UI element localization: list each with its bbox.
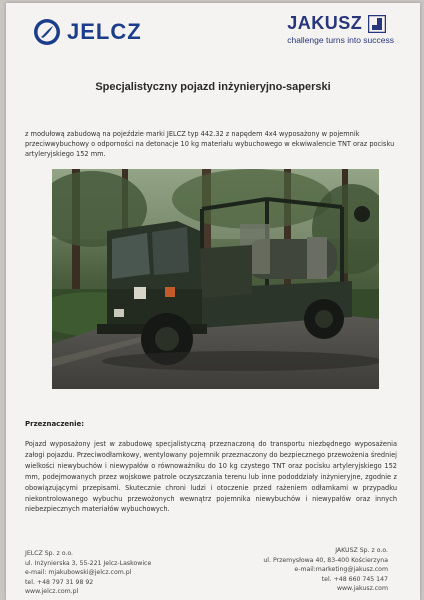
jelcz-logo xyxy=(32,17,142,47)
footer-jelcz-email: e-mail: mjakubowski@jelcz.com.pl xyxy=(25,569,132,577)
jakusz-logo-text: JAKUSZ xyxy=(287,13,363,33)
jakusz-logo-mark-icon xyxy=(368,15,386,33)
footer-jakusz-email: e-mail:marketing@jakusz.com xyxy=(294,566,388,574)
truck-photo xyxy=(52,169,379,389)
footer-jelcz-company: JELCZ Sp. z o.o. xyxy=(25,550,73,557)
footer-jelcz-phone: tel. +48 797 31 98 92 xyxy=(25,578,94,586)
jakusz-logo xyxy=(287,13,394,45)
page-title: Specjalistyczny pojazd inżynieryjno-saperski xyxy=(95,81,331,93)
intro-paragraph: z modułową zabudową na pojeździe marki JELCZ typ 442.32 z napędem 4x4 wyposażony w pojemnik przeciwwybuchowy o odporności na detonacje 10 kg materiału wybuchowego w ekwiwalencie TNT oraz pocisku artyleryjskiego 152 mm. xyxy=(25,130,395,159)
footer-jakusz-contact xyxy=(263,546,388,594)
jelcz-logo-mark-icon xyxy=(32,17,62,47)
jakusz-tagline: challenge turns into success xyxy=(287,35,394,45)
footer-jakusz-phone: tel. +48 660 745 147 xyxy=(321,575,388,583)
section-body: Pojazd wyposażony jest w zabudowę specjalistyczną przeznaczoną do transportu niezbędnego wyposażenia załogi pojazdu. Przeciwodłamkowy, wentylowany pojemnik przeznaczony do bezpiecznego przewożenia średniej wielkości niewybuchów i niewypałów o równoważniku do 10 kg czystego TNT oraz pocisku artyleryjskiego 152 mm, podejmowanych przez wojskowe patrole oczyszczania terenu lub inne pododdziały inżynieryjne, zgodnie z obowiązującymi przepisami. Skutecznie chroni ludzi i otoczenie przed rażeniem odłamkami w przypadku niekontrolowanego wybuchu przewożonych wewnątrz pojemnika niewybuchów i niewypałów oraz innych niebezpiecznych materiałów wybuchowych. xyxy=(25,440,397,514)
footer-jelcz-address: ul. Inżynierska 3, 55-221 Jelcz-Laskowice xyxy=(25,559,152,567)
footer-jakusz-address: ul. Przemysłowa 40, 83-400 Kościerzyna xyxy=(263,556,388,564)
footer-jelcz-web: www.jelcz.com.pl xyxy=(25,588,79,596)
footer-jakusz-company: JAKUSZ Sp. z o.o. xyxy=(335,547,388,554)
jelcz-logo-text: JELCZ xyxy=(67,19,142,44)
section-heading: Przeznaczenie: xyxy=(25,420,85,428)
footer-jakusz-web: www.jakusz.com xyxy=(336,585,388,593)
footer-jelcz-contact xyxy=(25,549,151,597)
document-page xyxy=(6,3,420,600)
